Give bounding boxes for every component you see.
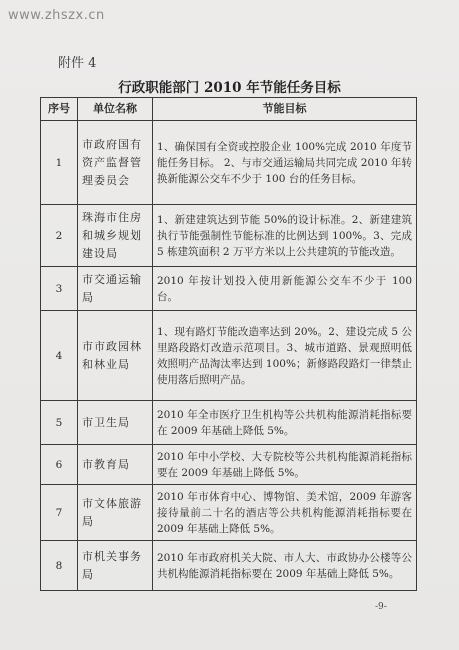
row-unit: 市教育局 <box>78 445 153 485</box>
row-number: 1 <box>41 121 78 205</box>
table-row <box>41 485 417 541</box>
row-unit: 市政府国有资产监督管理委员会 <box>78 121 153 205</box>
table-row <box>41 311 417 401</box>
row-number: 7 <box>41 485 78 541</box>
row-target: 2010 年按计划投入使用新能源公交车不少于 100 台。 <box>153 267 417 311</box>
table-row <box>41 121 417 205</box>
header-target: 节能目标 <box>153 98 417 121</box>
attachment-label: 附件 4 <box>58 56 97 71</box>
row-number: 5 <box>41 401 78 445</box>
row-unit: 市市政园林和林业局 <box>78 311 153 401</box>
table-row <box>41 205 417 267</box>
row-target: 1、新建建筑达到节能 50%的设计标准。2、新建建筑执行节能强制性节能标准的比例达到 100%。3、完成 5 栋建筑面积 2 万平方米以上公共建筑的节能改造。 <box>153 205 417 267</box>
row-number: 3 <box>41 267 78 311</box>
row-unit: 珠海市住房和城乡规划建设局 <box>78 205 153 267</box>
page-number: -9- <box>375 602 387 612</box>
header-unit: 单位名称 <box>78 98 153 121</box>
row-unit: 市文体旅游局 <box>78 485 153 541</box>
row-number: 6 <box>41 445 78 485</box>
row-target: 1、确保国有全资或控股企业 100%完成 2010 年度节能任务目标。 2、与市交通运输局共同完成 2010 年转换新能源公交车不少于 100 台的任务目标。 <box>153 121 417 205</box>
row-number: 8 <box>41 541 78 591</box>
row-unit: 市卫生局 <box>78 401 153 445</box>
table-header-row <box>41 98 417 121</box>
table-row <box>41 401 417 445</box>
document-title: 行政职能部门 2010 年节能任务目标 <box>118 80 341 96</box>
row-target: 2010 年市体育中心、博物馆、美术馆，2009 年游客接待量前二十名的酒店等公共机构能源消耗指标要在 2009 年基础上降低 5%。 <box>153 485 417 541</box>
row-unit: 市交通运输局 <box>78 267 153 311</box>
row-target: 1、现有路灯节能改造率达到 20%。2、建设完成 5 公里路段路灯改造示范项目。3、城市道路、景观照明低效照明产品淘汰率达到 100%；新修路段路灯一律禁止使用落后照明产品。 <box>153 311 417 401</box>
row-unit: 市机关事务局 <box>78 541 153 591</box>
row-target: 2010 年中小学校、大专院校等公共机构能源消耗指标要在 2009 年基础上降低 5%。 <box>153 445 417 485</box>
table-row <box>41 267 417 311</box>
table-row <box>41 445 417 485</box>
targets-table <box>40 97 417 591</box>
row-number: 4 <box>41 311 78 401</box>
row-number: 2 <box>41 205 78 267</box>
header-serial: 序号 <box>41 98 78 121</box>
watermark: www.zhszx.cn <box>8 8 105 23</box>
table-row <box>41 541 417 591</box>
row-target: 2010 年市政府机关大院、市人大、市政协办公楼等公共机构能源消耗指标要在 2009 年基础上降低 5%。 <box>153 541 417 591</box>
row-target: 2010 年全市医疗卫生机构等公共机构能源消耗指标要在 2009 年基础上降低 5%。 <box>153 401 417 445</box>
